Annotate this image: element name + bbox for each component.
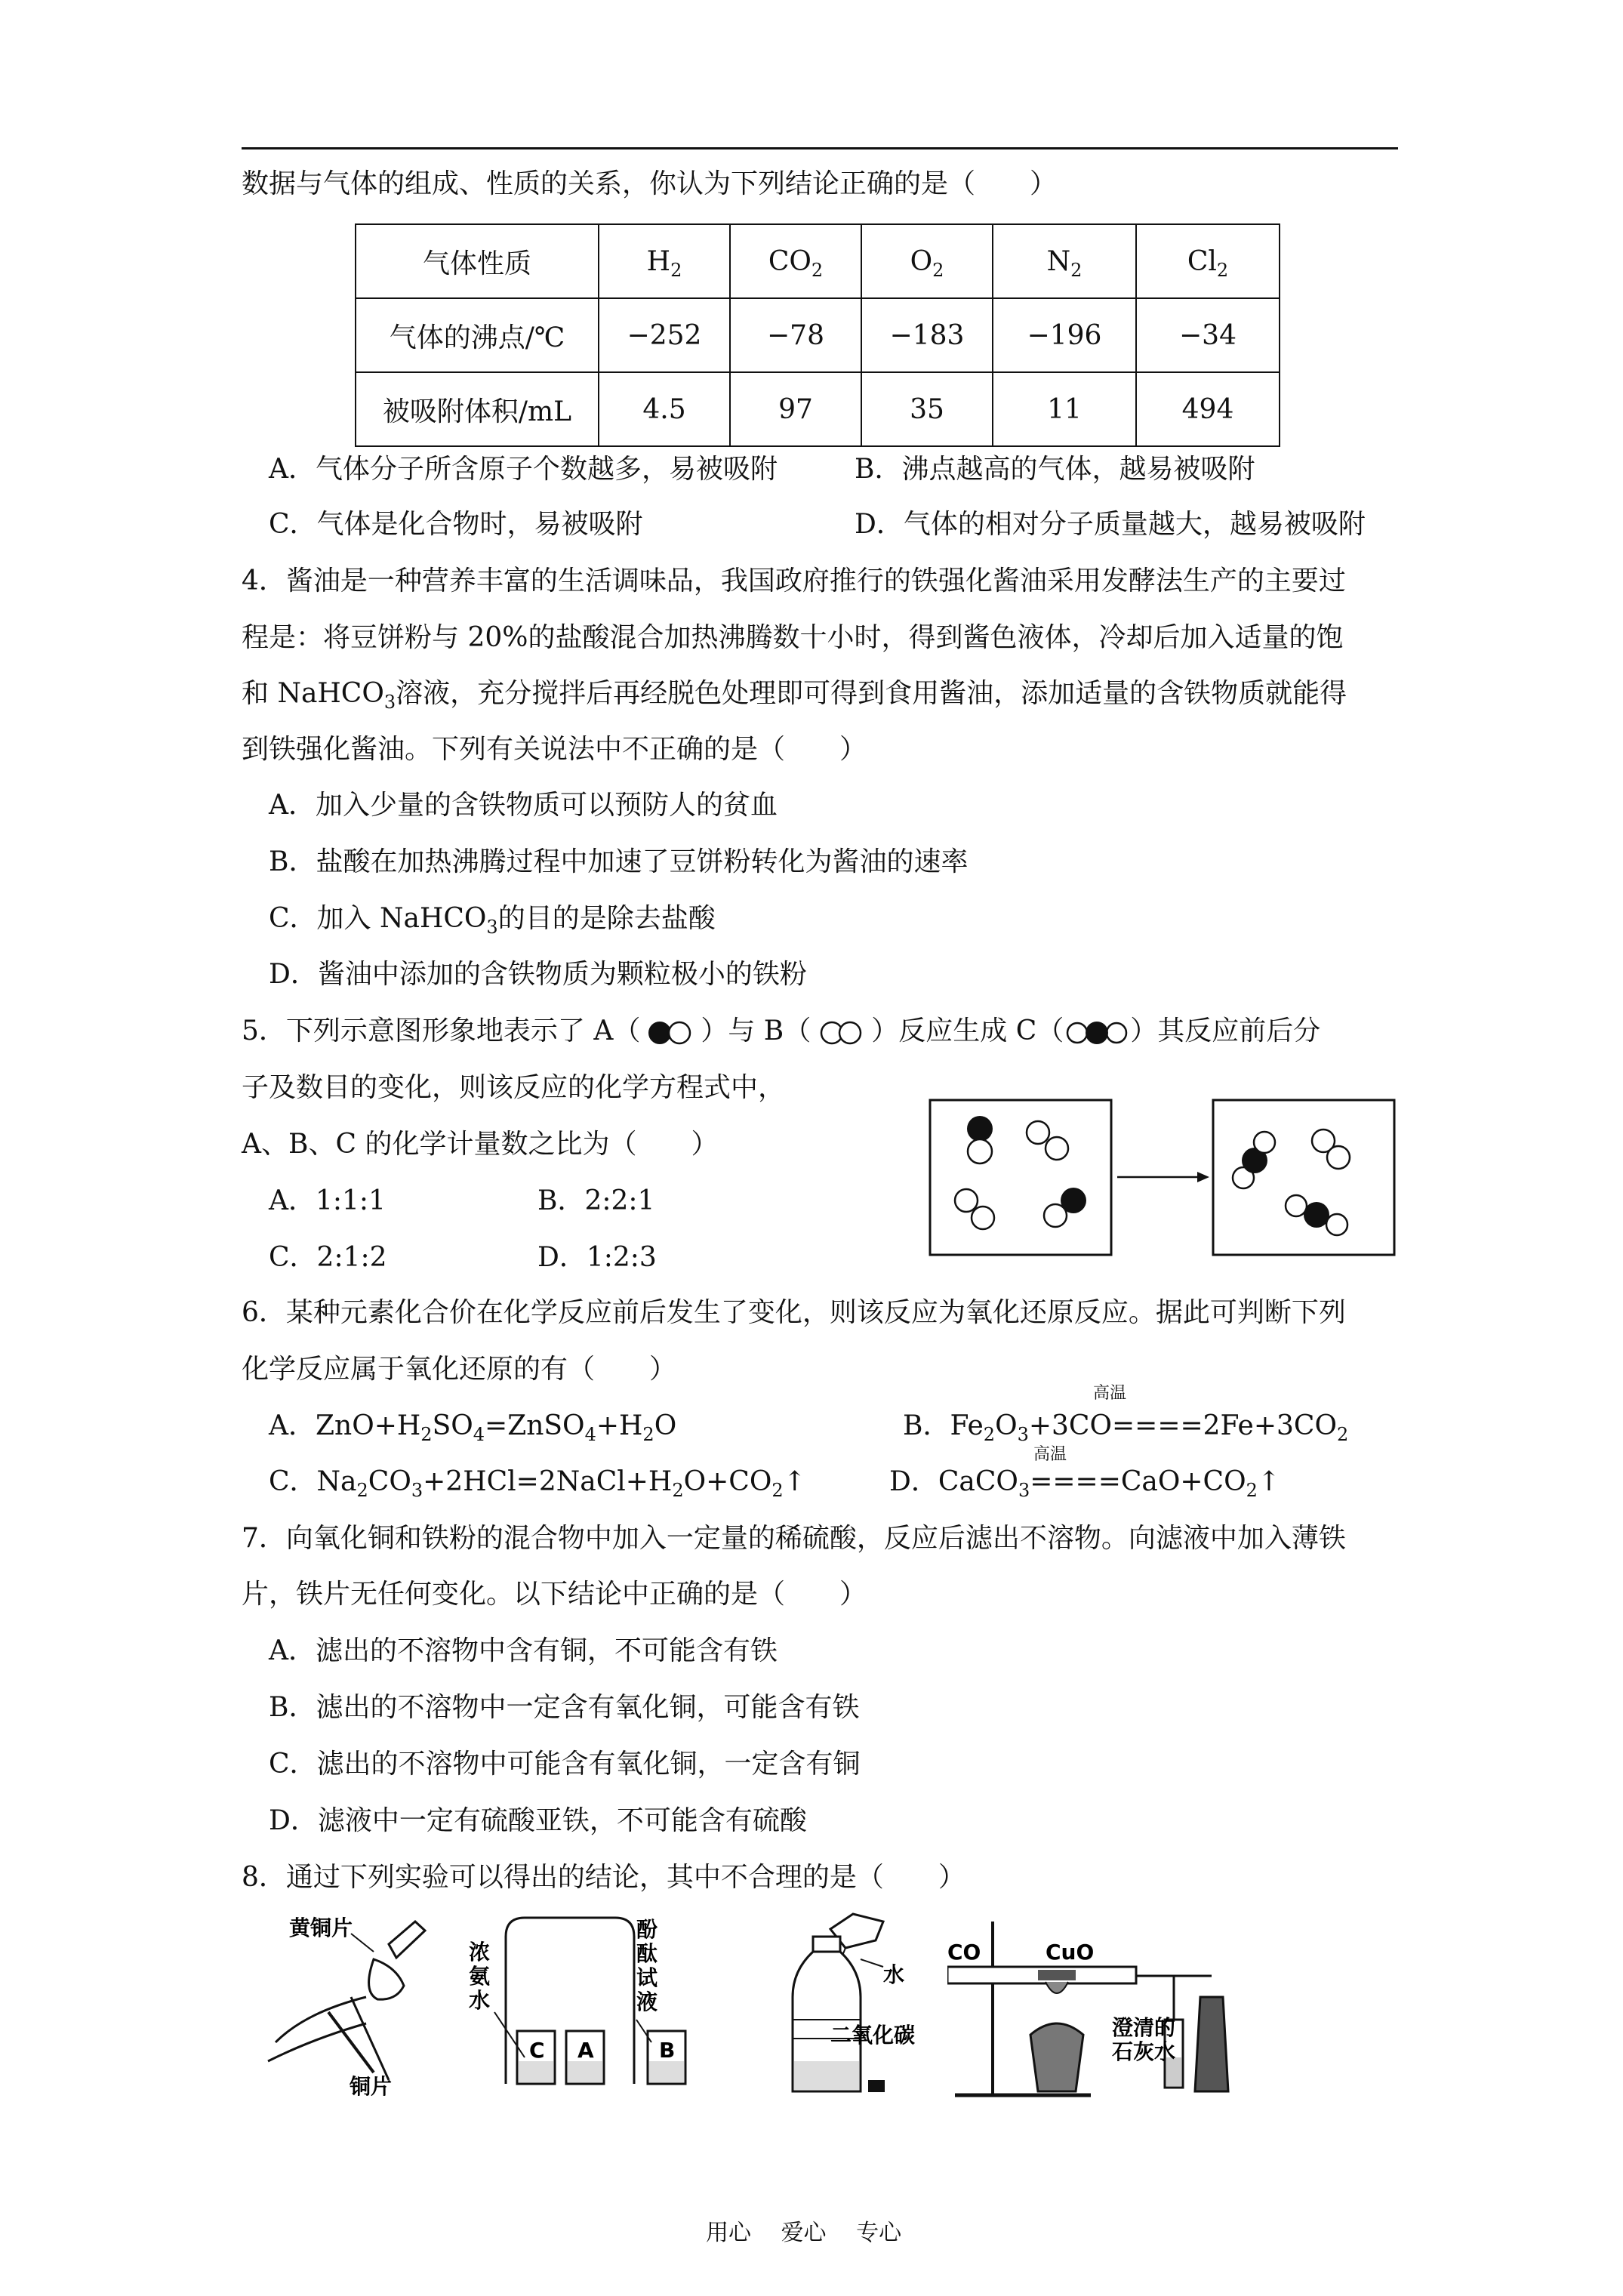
table-row [356,224,1280,298]
option-a: A．气体分子所含原子个数越多，易被吸附 [269,454,778,485]
option-c: C．$Na_2CO_3+2HCl=2NaCl+H_2O+CO_2↑$ [269,1466,806,1502]
option-d: D．滤液中一定有硫酸亚铁，不可能含有硫酸 [269,1805,807,1836]
table-cell: 被吸附体积/mL [356,372,599,446]
table-cell: $CO_2$ [730,224,861,298]
option-b: B．$Fe_2O_3+3CO====2Fe+3CO_2$ [903,1410,1349,1446]
option-a: A．加入少量的含铁物质可以预防人的贫血 [269,790,778,821]
table-row [356,298,1280,372]
question-8-line: 8．通过下列实验可以得出的结论，其中不合理的是（ ） [242,1862,965,1893]
table-cell: −252 [599,298,730,372]
table-cell: 494 [1136,372,1280,446]
table-cell: 35 [861,372,993,446]
co2-bottle-figure [778,1906,929,2103]
co-reduction-figure [947,1906,1242,2103]
figure-label: 二氧化碳 [830,2023,916,2048]
figure-label: 澄清的 [1112,2015,1176,2040]
reaction-diagram [929,1099,1397,1257]
option-b: B．2:2:1 [537,1185,655,1216]
option-a: A．$ZnO+H_2SO_4=ZnSO_4+H_2O$ [269,1410,677,1446]
scratch-test-figure [260,1906,457,2103]
table-cell: 97 [730,372,861,446]
option-d: D．气体的相对分子质量越大，越易被吸附 [855,509,1366,540]
gas-properties-table [355,223,1280,447]
table-cell: $N_2$ [993,224,1136,298]
figure-label: CuO [1046,1940,1095,1965]
table-cell: −78 [730,298,861,372]
option-d: D．$CaCO_3====CaO+CO_2↑$ [889,1466,1281,1502]
option-a: A．滤出的不溶物中含有铜，不可能含有铁 [269,1635,778,1666]
table-cell: −34 [1136,298,1280,372]
figure-label: 水 [469,1988,491,2013]
figure-label: 浓 [469,1940,491,1965]
reaction-condition: 高温 [1093,1384,1127,1403]
question-7-line: 片，铁片无任何变化。以下结论中正确的是（ ） [242,1579,867,1610]
beaker-label: B [659,2038,676,2063]
option-b: B．沸点越高的气体，越易被吸附 [855,454,1255,485]
table-cell: −196 [993,298,1136,372]
table-cell: 气体的沸点/℃ [356,298,599,372]
header-rule [242,147,1398,149]
option-c: C．加入 NaHCO$_3$的目的是除去盐酸 [269,903,716,938]
option-c: C．2:1:2 [269,1242,387,1273]
figure-label: 氨 [469,1964,491,1989]
option-c: C．气体是化合物时，易被吸附 [269,509,643,540]
question-6-line: 化学反应属于氧化还原的有（ ） [242,1354,677,1385]
reaction-condition: 高温 [1033,1445,1067,1464]
question-4-line: 4．酱油是一种营养丰富的生活调味品，我国政府推行的铁强化酱油采用发酵法生产的主要过 [242,566,1346,596]
question-4-line: 到铁强化酱油。下列有关说法中不正确的是（ ） [242,734,867,765]
question-7-line: 7．向氧化铜和铁粉的混合物中加入一定量的稀硫酸，反应后滤出不溶物。向滤液中加入薄铁 [242,1523,1346,1554]
table-cell: $H_2$ [599,224,730,298]
option-a: A．1:1:1 [269,1185,386,1216]
question-5-line: 5．下列示意图形象地表示了 A（ ）与 B（ ）反应生成 C（ ）其反应前后分 [242,1015,1321,1046]
figure-label: 液 [636,1989,658,2014]
question-5-line: A、B、C 的化学计量数之比为（ ） [242,1129,719,1160]
option-b: B．滤出的不溶物中一定含有氧化铜，可能含有铁 [269,1692,860,1723]
table-cell: $O_2$ [861,224,993,298]
molecule-a-icon [640,1019,701,1046]
figure-label: 石灰水 [1112,2039,1176,2064]
molecule-b-icon [811,1019,871,1046]
page-footer: 用心 爱心 专心 [706,2220,902,2246]
table-cell: 11 [993,372,1136,446]
option-b: B．盐酸在加热沸腾过程中加速了豆饼粉转化为酱油的速率 [269,846,969,877]
figure-label: CO [947,1940,981,1965]
table-cell: −183 [861,298,993,372]
table-cell: 4.5 [599,372,730,446]
figure-label: 试 [636,1965,658,1990]
figure-label: 酞 [636,1941,658,1966]
beaker-label: A [577,2038,594,2063]
ammonia-diffusion-figure [464,1906,698,2103]
figure-label: 黄铜片 [289,1915,353,1940]
question-6-line: 6．某种元素化合价在化学反应前后发生了变化，则该反应为氧化还原反应。据此可判断下列 [242,1297,1346,1328]
question-3-stem: 数据与气体的组成、性质的关系，你认为下列结论正确的是（ ） [242,168,1058,199]
figure-label: 水 [883,1962,905,1987]
table-cell: $Cl_2$ [1136,224,1280,298]
table-cell: 气体性质 [356,224,599,298]
molecule-c-icon [1064,1019,1130,1046]
table-row [356,372,1280,446]
figure-label: 铜片 [350,2074,393,2099]
option-d: D．酱油中添加的含铁物质为颗粒极小的铁粉 [269,959,807,990]
question-4-line: 程是：将豆饼粉与 20%的盐酸混合加热沸腾数十小时，得到酱色液体，冷却后加入适量的饱 [242,622,1344,653]
option-d: D．1:2:3 [537,1242,657,1273]
beaker-label: C [529,2038,545,2063]
option-c: C．滤出的不溶物中可能含有氧化铜，一定含有铜 [269,1749,861,1780]
question-5-line: 子及数目的变化，则该反应的化学方程式中， [242,1072,786,1103]
figure-label: 酚 [636,1917,658,1942]
question-4-line: 和 NaHCO$_3$溶液，充分搅拌后再经脱色处理即可得到食用酱油，添加适量的含铁物质就能得 [242,678,1347,713]
